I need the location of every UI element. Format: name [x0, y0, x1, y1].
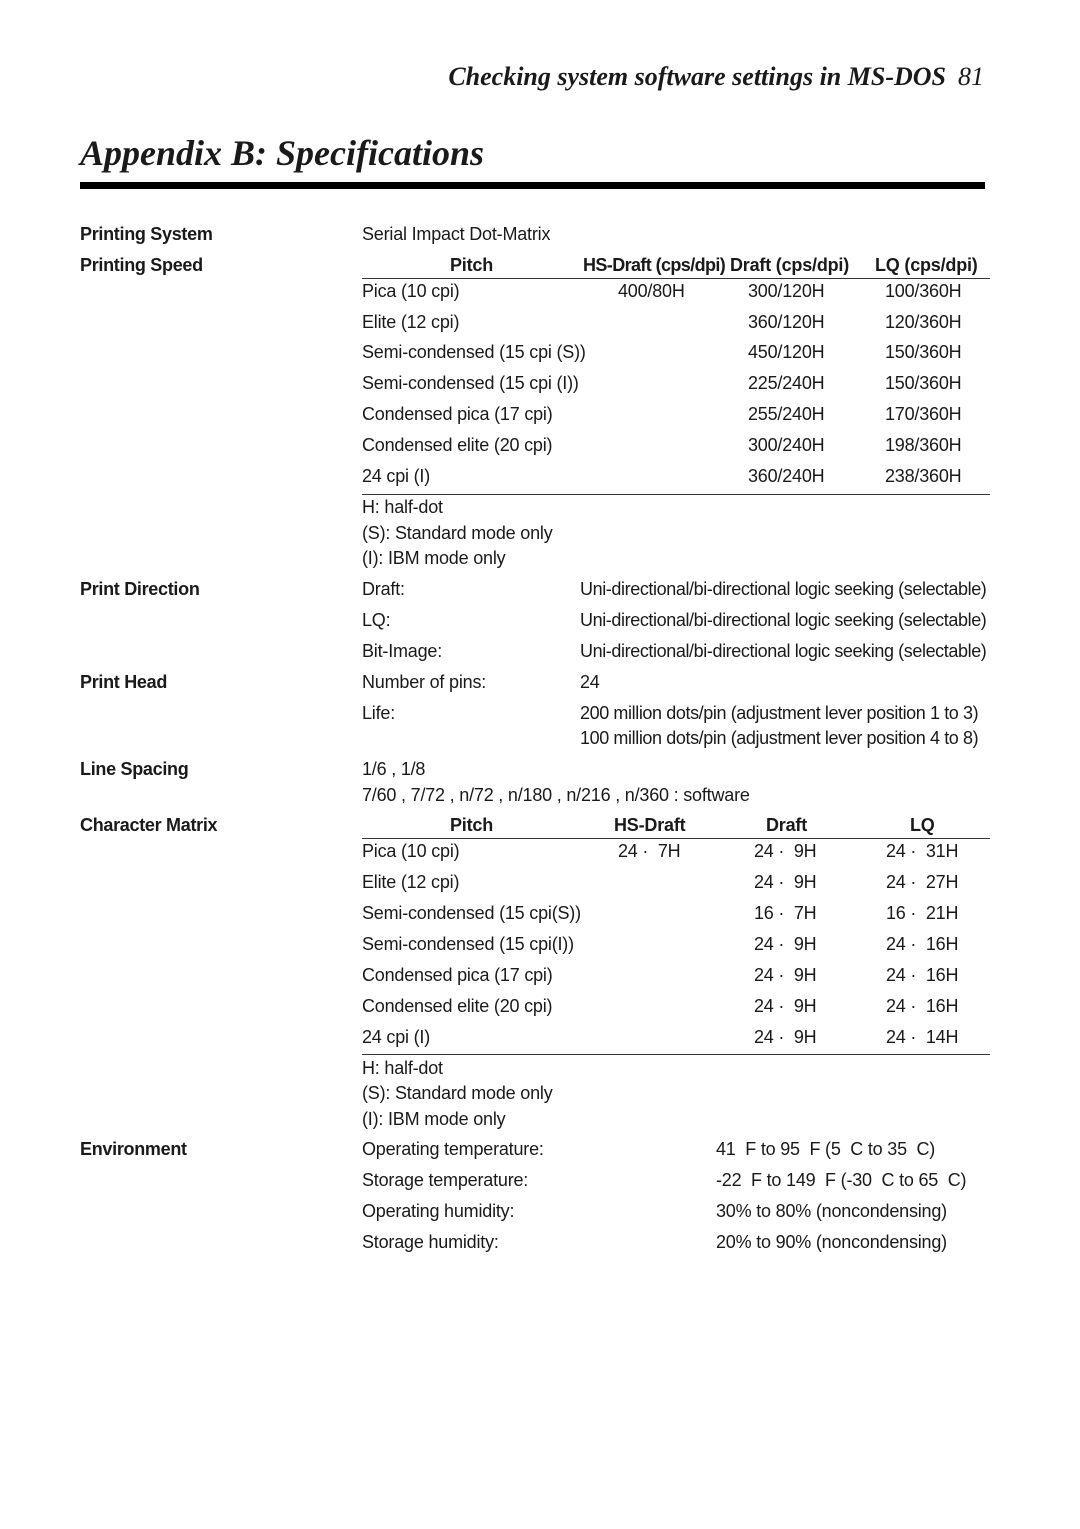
matrix-row-draft: 24 · 9H — [754, 965, 817, 985]
speed-row-lq: 120/360H — [885, 312, 962, 332]
matrix-row-pitch: Pica (10 cpi) — [362, 841, 460, 861]
matrix-row-pitch: Semi-condensed (15 cpi(I)) — [362, 934, 574, 954]
speed-row-pitch: Pica (10 cpi) — [362, 281, 460, 301]
line-spacing-label: Line Spacing — [80, 759, 189, 779]
matrix-row-lq: 24 · 16H — [886, 934, 959, 954]
speed-table-bottom-rule — [362, 494, 990, 495]
speed-header-rule — [362, 278, 990, 279]
matrix-row-lq: 16 · 21H — [886, 903, 959, 923]
matrix-row-draft: 16 · 7H — [754, 903, 817, 923]
matrix-row-draft: 24 · 9H — [754, 934, 817, 954]
pins-label: Number of pins: — [362, 672, 487, 692]
speed-row-pitch: Semi-condensed (15 cpi (I)) — [362, 373, 579, 393]
printing-system-label: Printing System — [80, 224, 213, 244]
matrix-row-draft: 24 · 9H — [754, 996, 817, 1016]
page-number: 81 — [958, 62, 984, 91]
speed-row-pitch: Condensed elite (20 cpi) — [362, 435, 553, 455]
matrix-row-draft: 24 · 9H — [754, 1027, 817, 1047]
environment-label: Environment — [80, 1139, 187, 1159]
matrix-row-draft: 24 · 9H — [754, 872, 817, 892]
speed-row-lq: 100/360H — [885, 281, 962, 301]
matrix-row-lq: 24 · 31H — [886, 841, 959, 861]
speed-row-draft: 300/120H — [748, 281, 825, 301]
speed-row-lq: 150/360H — [885, 373, 962, 393]
speed-row-pitch: 24 cpi (I) — [362, 466, 431, 486]
printing-system-value: Serial Impact Dot-Matrix — [362, 224, 551, 244]
environment-item: Operating temperature: — [362, 1139, 544, 1159]
speed-header-hs-draft: HS-Draft (cps/dpi) — [583, 255, 726, 275]
speed-row-draft: 360/240H — [748, 466, 825, 486]
matrix-header-lq: LQ — [910, 815, 935, 835]
direction-mode: Bit-Image: — [362, 641, 443, 661]
matrix-row-lq: 24 · 16H — [886, 965, 959, 985]
title-rule — [80, 182, 985, 189]
matrix-row-lq: 24 · 14H — [886, 1027, 959, 1047]
speed-header-lq: LQ (cps/dpi) — [875, 255, 978, 275]
matrix-row-pitch: Condensed elite (20 cpi) — [362, 996, 553, 1016]
life-value: 200 million dots/pin (adjustment lever position 1 to 3) — [580, 703, 979, 723]
matrix-note: H: half-dot — [362, 1058, 443, 1078]
printing-speed-label: Printing Speed — [80, 255, 203, 275]
environment-item: Storage temperature: — [362, 1170, 529, 1190]
speed-row-hs-draft: 400/80H — [618, 281, 685, 301]
direction-value: Uni-directional/bi-directional logic seeking (selectable) — [580, 610, 987, 630]
speed-row-draft: 300/240H — [748, 435, 825, 455]
life-value: 100 million dots/pin (adjustment lever position 4 to 8) — [580, 728, 979, 748]
speed-row-pitch: Semi-condensed (15 cpi (S)) — [362, 342, 586, 362]
matrix-header-rule — [362, 838, 990, 839]
running-header — [448, 62, 984, 92]
speed-row-draft: 360/120H — [748, 312, 825, 332]
speed-header-pitch: Pitch — [450, 255, 494, 275]
print-direction-label: Print Direction — [80, 579, 200, 599]
environment-value: 20% to 90% (noncondensing) — [716, 1232, 947, 1252]
matrix-row-hs-draft: 24 · 7H — [618, 841, 681, 861]
speed-note: H: half-dot — [362, 497, 443, 517]
environment-value: 41 F to 95 F (5 C to 35 C) — [716, 1139, 936, 1159]
speed-row-pitch: Elite (12 cpi) — [362, 312, 460, 332]
matrix-note: (I): IBM mode only — [362, 1109, 506, 1129]
running-header-title: Checking system software settings in MS-DOS — [448, 62, 946, 91]
environment-item: Operating humidity: — [362, 1201, 515, 1221]
speed-note: (S): Standard mode only — [362, 523, 553, 543]
speed-row-lq: 170/360H — [885, 404, 962, 424]
speed-header-draft: Draft (cps/dpi) — [730, 255, 850, 275]
speed-row-lq: 198/360H — [885, 435, 962, 455]
life-label: Life: — [362, 703, 396, 723]
matrix-row-pitch: 24 cpi (I) — [362, 1027, 431, 1047]
direction-mode: Draft: — [362, 579, 405, 599]
speed-row-draft: 450/120H — [748, 342, 825, 362]
matrix-row-pitch: Semi-condensed (15 cpi(S)) — [362, 903, 581, 923]
line-spacing-value: 1/6 , 1/8 — [362, 759, 426, 779]
character-matrix-label: Character Matrix — [80, 815, 218, 835]
pins-value: 24 — [580, 672, 600, 692]
print-head-label: Print Head — [80, 672, 168, 692]
matrix-row-pitch: Condensed pica (17 cpi) — [362, 965, 553, 985]
environment-value: -22 F to 149 F (-30 C to 65 C) — [716, 1170, 967, 1190]
matrix-header-draft: Draft — [766, 815, 808, 835]
matrix-row-lq: 24 · 27H — [886, 872, 959, 892]
direction-mode: LQ: — [362, 610, 391, 630]
line-spacing-value: 7/60 , 7/72 , n/72 , n/180 , n/216 , n/360 : software — [362, 785, 750, 805]
speed-row-pitch: Condensed pica (17 cpi) — [362, 404, 553, 424]
direction-value: Uni-directional/bi-directional logic seeking (selectable) — [580, 579, 987, 599]
environment-item: Storage humidity: — [362, 1232, 499, 1252]
speed-row-draft: 255/240H — [748, 404, 825, 424]
matrix-row-draft: 24 · 9H — [754, 841, 817, 861]
matrix-row-pitch: Elite (12 cpi) — [362, 872, 460, 892]
matrix-header-pitch: Pitch — [450, 815, 494, 835]
matrix-note: (S): Standard mode only — [362, 1083, 553, 1103]
speed-note: (I): IBM mode only — [362, 548, 506, 568]
matrix-table-bottom-rule — [362, 1054, 990, 1055]
environment-value: 30% to 80% (noncondensing) — [716, 1201, 947, 1221]
page-title: Appendix B: Specifications — [80, 133, 484, 173]
speed-row-lq: 238/360H — [885, 466, 962, 486]
speed-row-lq: 150/360H — [885, 342, 962, 362]
matrix-header-hs-draft: HS-Draft — [614, 815, 686, 835]
direction-value: Uni-directional/bi-directional logic seeking (selectable) — [580, 641, 987, 661]
speed-row-draft: 225/240H — [748, 373, 825, 393]
matrix-row-lq: 24 · 16H — [886, 996, 959, 1016]
